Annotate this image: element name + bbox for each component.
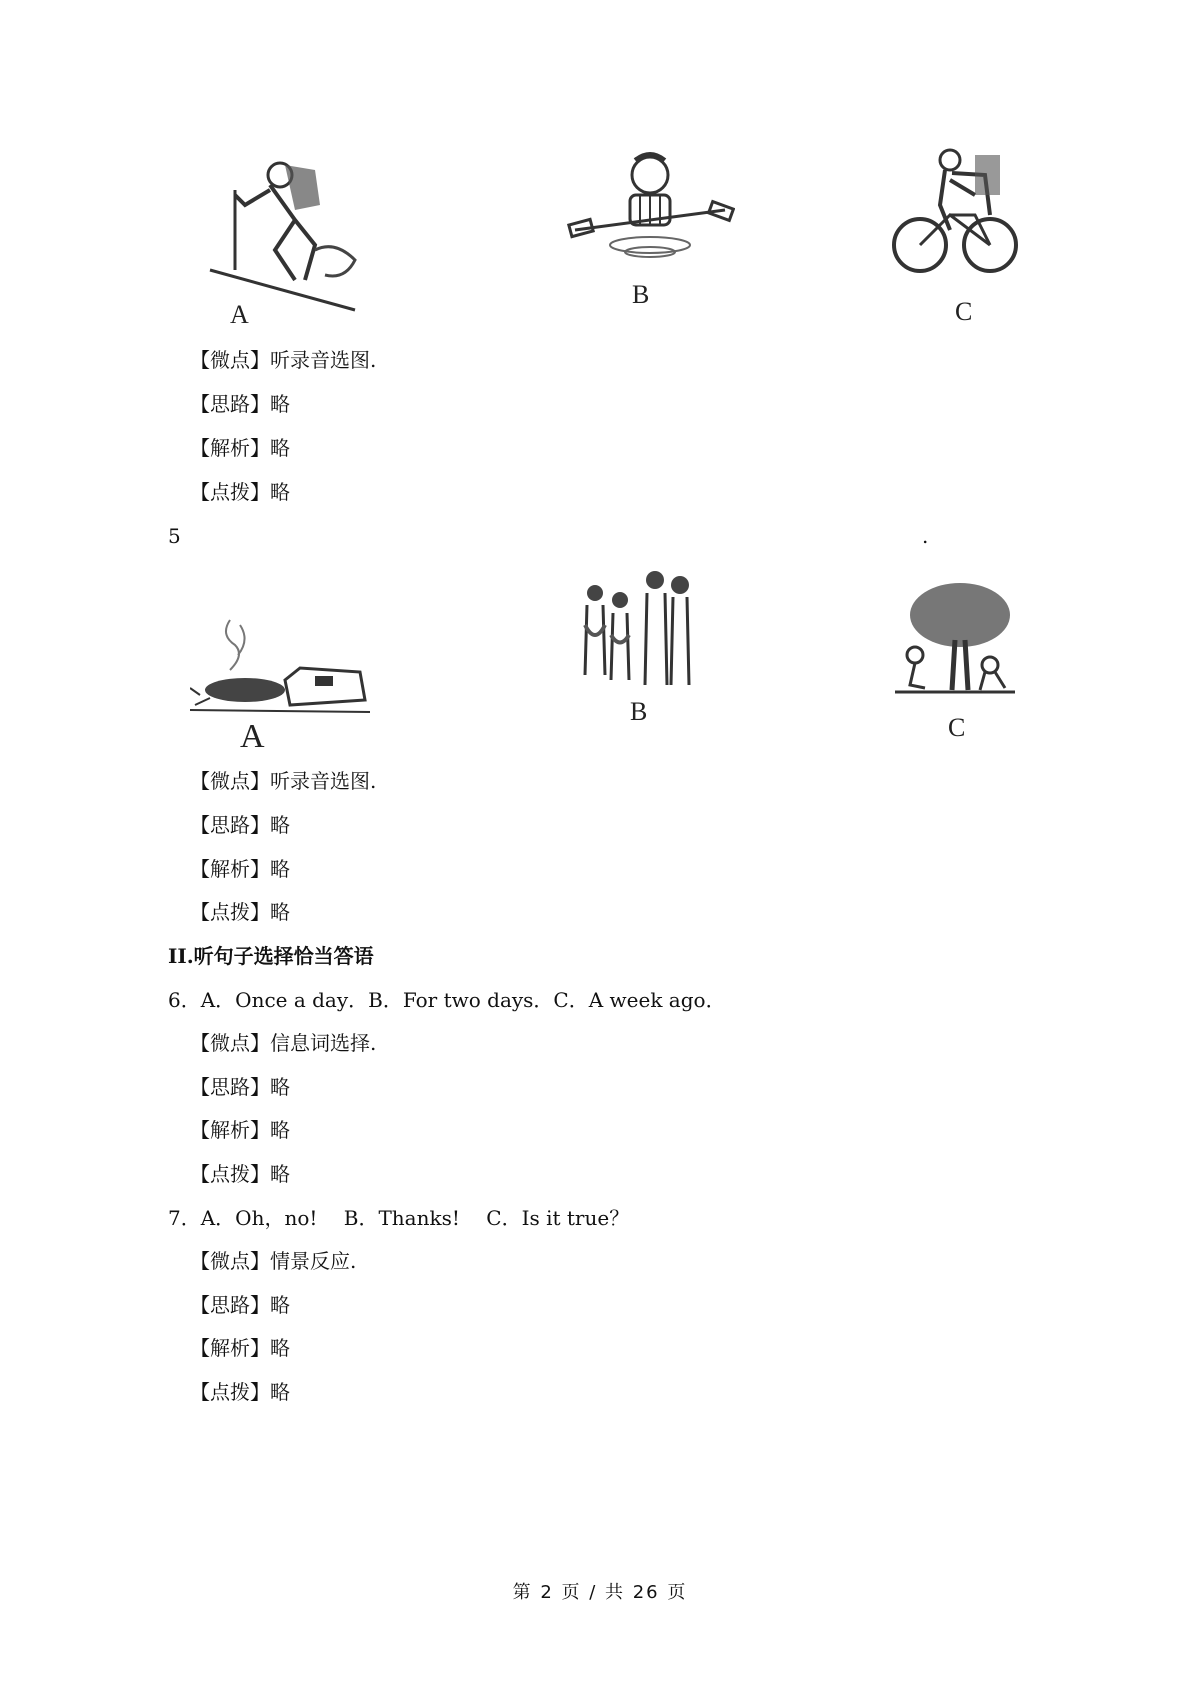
q4-option-b-rowing-image xyxy=(565,150,735,270)
q4-silu: 【思路】略 xyxy=(190,392,290,416)
section-2-heading: II.听句子选择恰当答语 xyxy=(168,944,374,968)
q7-dianbo: 【点拨】略 xyxy=(190,1380,290,1404)
q4-dianbo: 【点拨】略 xyxy=(190,480,290,504)
q5-weidian: 【微点】听录音选图. xyxy=(190,769,377,793)
q6-question: 6．A．Once a day．B．For two days．C．A week ago． xyxy=(168,988,726,1012)
q5-option-c-tree-picnic-image xyxy=(890,580,1020,705)
q5-option-a-fire-image xyxy=(190,610,370,720)
q6-dianbo: 【点拨】略 xyxy=(190,1162,290,1186)
q5-dianbo: 【点拨】略 xyxy=(190,900,290,924)
q6-weidian: 【微点】信息词选择. xyxy=(190,1031,377,1055)
q7-question: 7．A．Oh，no! B．Thanks! C．Is it true？ xyxy=(168,1206,630,1230)
q4-jiexi: 【解析】略 xyxy=(190,436,290,460)
q6-jiexi: 【解析】略 xyxy=(190,1118,290,1142)
q6-silu: 【思路】略 xyxy=(190,1075,290,1099)
q4-option-a-climbing-image xyxy=(205,150,385,320)
q5-silu: 【思路】略 xyxy=(190,813,290,837)
q5-option-b-label: B xyxy=(630,697,648,726)
q4-option-c-label: C xyxy=(955,297,973,326)
q5-option-c-label: C xyxy=(948,713,966,742)
q4-weidian: 【微点】听录音选图. xyxy=(190,348,377,372)
q7-weidian: 【微点】情景反应. xyxy=(190,1249,357,1273)
q5-option-b-group-image xyxy=(575,565,700,695)
q5-option-a-label: A xyxy=(240,718,265,755)
q4-option-b-label: B xyxy=(632,280,650,309)
q4-option-a-label: A xyxy=(230,300,249,329)
q5-number: 5 xyxy=(168,524,181,548)
q5-trailing-dot: . xyxy=(922,524,929,548)
page-number-footer: 第 2 页 / 共 26 页 xyxy=(512,1582,688,1603)
q7-silu: 【思路】略 xyxy=(190,1293,290,1317)
q7-jiexi: 【解析】略 xyxy=(190,1336,290,1360)
q4-option-c-cycling-image xyxy=(890,145,1020,280)
q5-jiexi: 【解析】略 xyxy=(190,857,290,881)
